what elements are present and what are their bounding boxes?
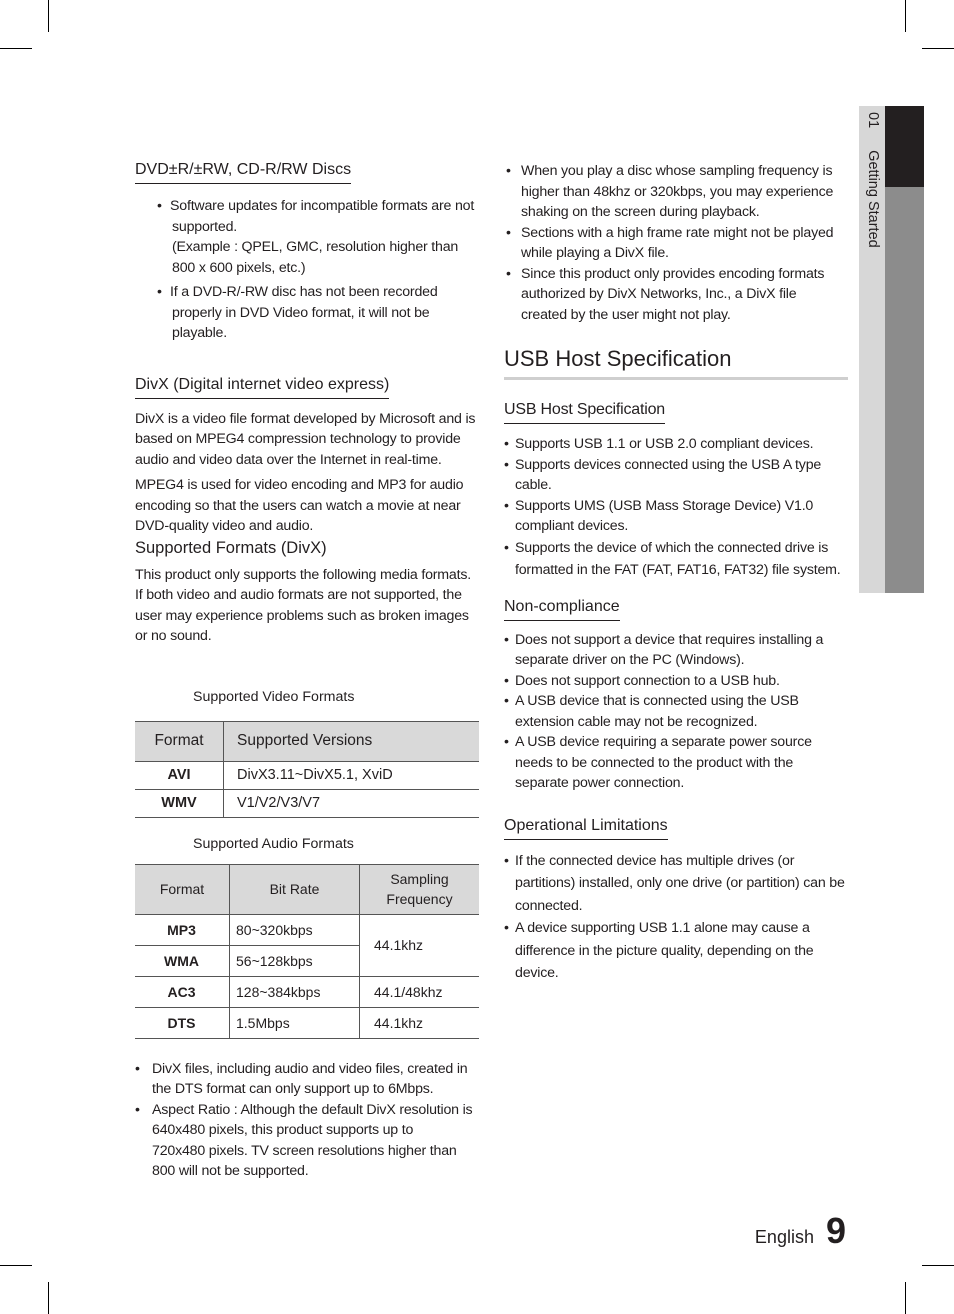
crop-mark [922, 48, 954, 49]
video-formats-table [135, 721, 479, 818]
side-tab-label [861, 112, 883, 248]
noncompliance-list [504, 630, 848, 794]
crop-mark [905, 1282, 906, 1314]
table-cell: V1/V2/V3/V7 [224, 789, 480, 817]
line: • DivX files, including audio and video files, created in [152, 1060, 468, 1077]
line: device. [515, 965, 559, 981]
line: • When you play a disc whose sampling frequency is [521, 163, 833, 179]
line: connected. [515, 897, 583, 914]
table-header-row [135, 721, 479, 761]
list-item [504, 630, 848, 671]
line: encoding so that the users can watch a movie at near [135, 497, 461, 514]
column-header [360, 864, 480, 914]
list-item [504, 691, 848, 732]
table-header-row [135, 864, 479, 914]
line: • If a DVD-R/-RW disc has not been recorded [170, 284, 438, 300]
limitations-heading: Operational Limitations [504, 816, 668, 840]
line: extension cable may not be recognized. [515, 713, 758, 730]
table-row [135, 976, 479, 1007]
line: 720x480 pixels. TV screen resolutions higher than [152, 1142, 457, 1159]
table-cell: DTS [135, 1007, 230, 1038]
page-number: 9 [825, 1210, 846, 1251]
list-item [504, 223, 848, 264]
left-column [135, 160, 479, 1182]
list-item [135, 282, 479, 344]
line: separate power connection. [515, 775, 685, 791]
line: • A USB device that is connected using the USB [515, 693, 799, 709]
crop-mark [905, 0, 906, 32]
divx-limitations-list [504, 161, 848, 325]
line: 640x480 pixels, this product supports up to [152, 1122, 414, 1138]
table-cell: 56~128kbps [230, 945, 360, 976]
line: partitions) installed, only one drive (or partition) can be [515, 875, 845, 891]
line: If both video and audio formats are not supported, the [135, 587, 462, 603]
table-cell: AVI [135, 761, 224, 789]
video-table-caption: Supported Video Formats [193, 688, 355, 705]
line: MPEG4 is used for video encoding and MP3 for audio [135, 477, 464, 493]
crop-mark [48, 0, 49, 32]
usb-spec-heading: USB Host Specification [504, 400, 665, 424]
table-cell: WMV [135, 789, 224, 817]
line: • Since this product only provides encoding formats [521, 265, 825, 282]
line: DVD-quality video and audio. [135, 518, 314, 534]
footer-language: English [754, 1227, 814, 1247]
line: the DTS format can only support up to 6Mbps. [152, 1081, 434, 1097]
list-item [504, 161, 848, 223]
list-item [504, 671, 848, 692]
crop-mark [48, 1282, 49, 1314]
line: • Does not support a device that requires installing a [515, 631, 824, 648]
table-row [135, 761, 479, 789]
table-cell: WMA [135, 945, 230, 976]
table-cell: MP3 [135, 914, 230, 945]
list-item [504, 537, 848, 581]
line: separate driver on the PC (Windows). [515, 652, 745, 668]
line: • Supports the device of which the connected drive is [515, 539, 829, 556]
table-row [135, 1007, 479, 1038]
discs-list [135, 196, 479, 344]
header-text: Sampling Frequency [386, 871, 453, 907]
line: 800 x 600 pixels, etc.) [172, 259, 306, 276]
line: DivX is a video file format developed by Microsoft and is [135, 410, 476, 427]
list-item [135, 1059, 479, 1100]
list-item [504, 732, 848, 794]
line: • Does not support connection to a USB hub. [515, 672, 780, 689]
line: • A device supporting USB 1.1 alone may cause a [515, 920, 810, 936]
line: • Aspect Ratio : Although the default DivX resolution is [152, 1101, 473, 1118]
page-footer [755, 1210, 846, 1252]
divx-paragraph-2 [135, 475, 479, 537]
formats-heading: Supported Formats (DivX) [135, 538, 327, 557]
column-header: Format [135, 721, 224, 761]
divx-heading: DivX (Digital internet video express) [135, 375, 389, 399]
list-item [504, 264, 848, 326]
line: cable. [515, 477, 552, 493]
list-item [504, 850, 848, 918]
discs-heading: DVD±R/±RW, CD-R/RW Discs [135, 160, 351, 184]
line: • If the connected device has multiple drives (or [515, 852, 795, 869]
line: or no sound. [135, 628, 212, 644]
line: difference in the picture quality, depending on the [515, 942, 814, 959]
usb-spec-list [504, 434, 848, 581]
line: shaking on the screen during playback. [521, 204, 760, 220]
line: audio and video data over the Internet in real-time. [135, 451, 442, 468]
column-header: Format [135, 864, 230, 914]
list-item [504, 455, 848, 496]
chapter-title: Getting Started [865, 150, 881, 248]
list-item [135, 1100, 479, 1182]
side-tab-marker [885, 106, 924, 187]
list-item [504, 917, 848, 985]
table-cell: 80~320kbps [230, 914, 360, 945]
chapter-number: 01 [865, 112, 881, 129]
line: (Example : QPEL, GMC, resolution higher than [172, 239, 459, 255]
line: • Software updates for incompatible formats are not [170, 198, 475, 214]
table-row [135, 789, 479, 817]
list-item [504, 496, 848, 537]
line: while playing a DivX file. [521, 245, 669, 261]
line: higher than 48khz or 320kbps, you may experience [521, 183, 834, 200]
line: 800 will not be supported. [152, 1163, 309, 1179]
line: • Sections with a high frame rate might not be played [521, 224, 834, 241]
line: user may experience problems such as broken images [135, 607, 469, 624]
table-cell: 128~384kbps [230, 976, 360, 1007]
audio-table-caption: Supported Audio Formats [193, 835, 354, 852]
line: playable. [172, 325, 227, 341]
usb-section-title: USB Host Specification [504, 345, 848, 380]
table-cell: AC3 [135, 976, 230, 1007]
audio-formats-table [135, 864, 479, 1039]
limitations-list [504, 850, 848, 985]
list-item [504, 434, 848, 455]
list-item [135, 196, 479, 278]
line: based on MPEG4 compression technology to provide [135, 431, 461, 447]
line: This product only supports the following media formats. [135, 566, 471, 583]
line: properly in DVD Video format, it will not be [172, 304, 430, 321]
crop-mark [922, 1265, 954, 1266]
line: created by the user might not play. [521, 306, 731, 323]
noncompliance-heading: Non-compliance [504, 597, 620, 621]
right-column [504, 160, 848, 985]
table-cell: 44.1khz [360, 1007, 480, 1038]
line: • Supports USB 1.1 or USB 2.0 compliant devices. [515, 436, 814, 452]
table-row [135, 914, 479, 945]
column-header: Bit Rate [230, 864, 360, 914]
line: compliant devices. [515, 518, 629, 534]
table-cell: 44.1/48khz [360, 976, 480, 1007]
table-cell: DivX3.11~DivX5.1, XviD [224, 761, 480, 789]
line: • A USB device requiring a separate power source [515, 734, 812, 750]
line: • Supports UMS (USB Mass Storage Device) V1.0 [515, 497, 814, 514]
line: needs to be connected to the product with the [515, 754, 794, 771]
divx-notes-list [135, 1059, 479, 1182]
divx-paragraph-1 [135, 409, 479, 471]
table-cell: 1.5Mbps [230, 1007, 360, 1038]
line: authorized by DivX Networks, Inc., a DivX file [521, 286, 797, 302]
crop-mark [0, 1265, 32, 1266]
crop-mark [0, 48, 32, 49]
line: • Supports devices connected using the USB A type [515, 456, 822, 473]
formats-paragraph [135, 565, 479, 647]
line: formatted in the FAT (FAT, FAT16, FAT32) file system. [515, 561, 841, 578]
line: supported. [172, 218, 238, 235]
column-header: Supported Versions [224, 721, 480, 761]
table-cell: 44.1khz [360, 914, 480, 976]
